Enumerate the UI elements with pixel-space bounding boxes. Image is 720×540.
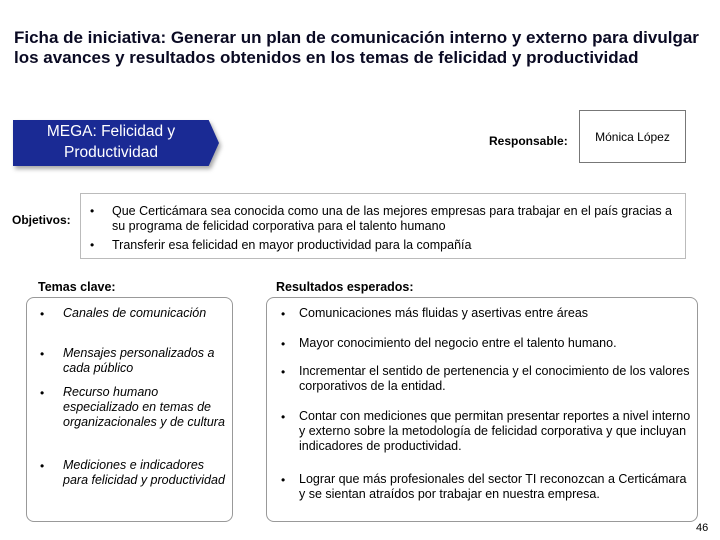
resultado-bullet: • [281,473,286,487]
resultado-bullet: • [281,365,286,379]
tema-bullet: • [40,347,45,361]
objetivo-item: Transferir esa felicidad en mayor productividad para la compañía [112,238,472,252]
objetivo-item: Que Certicámara sea conocida como una de las mejores empresas para trabajar en el país gracias a su programa de felicidad corporativa para el talento humano [112,204,673,233]
tema-item: Recurso humano especializado en temas de organizacionales y de cultura [63,385,225,429]
temas-label: Temas clave: [38,280,116,294]
resultados-label: Resultados esperados: [276,280,414,294]
mega-label-line2: Productividad [64,144,158,161]
mega-label [13,121,209,163]
resultado-item: Incrementar el sentido de pertenencia y el conocimiento de los valores corporativos de la entidad. [299,364,690,393]
resultado-bullet: • [281,307,286,321]
tema-item: Canales de comunicación [63,306,207,320]
resultado-item: Comunicaciones más fluidas y asertivas entre áreas [299,306,589,320]
objetivo-bullet: • [90,238,95,252]
page-number: 46 [696,522,709,534]
resultado-bullet: • [281,337,286,351]
responsable-box [579,110,686,163]
resultado-item: Contar con mediciones que permitan presentar reportes a nivel interno y externo sobre la metodología de felicidad corporativa y que incluyan indicadores de productividad. [299,409,691,453]
objetivo-bullet: • [90,204,95,218]
tema-item: Mensajes personalizados a cada público [63,346,215,375]
responsable-label: Responsable: [489,134,568,148]
tema-bullet: • [40,386,45,400]
resultado-item: Mayor conocimiento del negocio entre el talento humano. [299,336,617,350]
mega-label-line1: MEGA: Felicidad y [46,123,176,140]
mega-arrow-banner [13,120,219,166]
page-title: Ficha de iniciativa: Generar un plan de comunicación interno y externo para divulgar los avances y resultados obtenidos en los temas de felicidad y productividad [14,28,699,67]
tema-bullet: • [40,459,45,473]
objetivos-label: Objetivos: [12,213,71,227]
resultado-bullet: • [281,410,286,424]
tema-bullet: • [40,307,45,321]
responsable-value: Mónica López [595,129,670,144]
tema-item: Mediciones e indicadores para felicidad y productividad [63,458,225,487]
resultado-item: Lograr que más profesionales del sector TI reconozcan a Certicámara y se sientan atraídos por trabajar en nuestra empresa. [299,472,687,501]
